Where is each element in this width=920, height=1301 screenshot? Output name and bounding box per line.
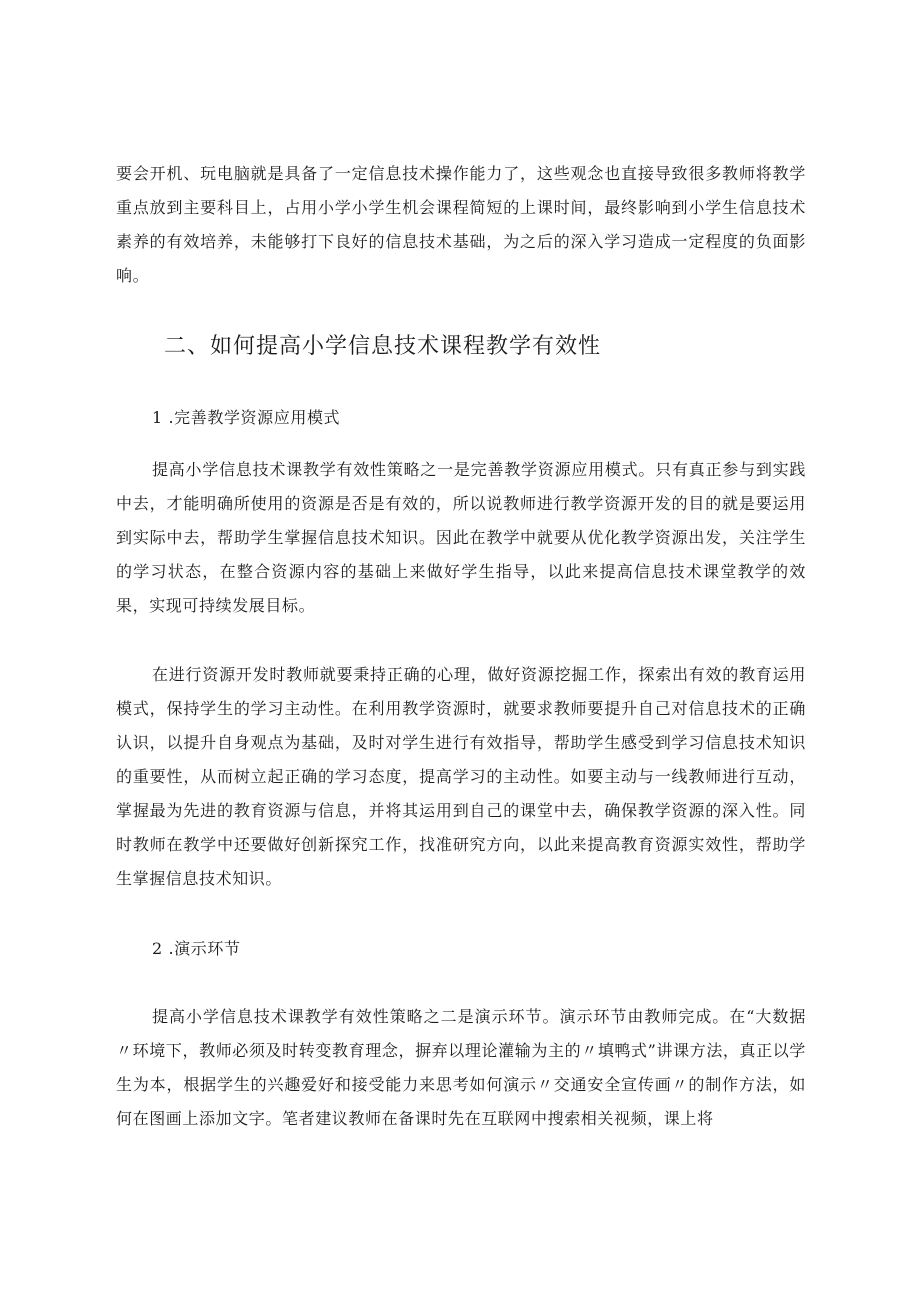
- subsection-2-paragraph-1: 提高小学信息技术课教学有效性策略之二是演示环节。演示环节由教师完成。在“大数据〃环境下，教师必须及时转变教育理念，摒弃以理论灌输为主的〃填鸭式”讲课方法，真正以学生为本，根据学生的兴趣爱好和接受能力来思考如何演示〃交通安全宣传画〃的制作方法，如何在图画上添加文字。笔者建议教师在备课时先在互联网中搜索相关视频，课上将: [116, 1007, 806, 1128]
- subsection-1-title: 1 .完善教学资源应用模式: [152, 408, 341, 427]
- subsection-1-paragraph-2: 在进行资源开发时教师就要秉持正确的心理，做好资源挖掘工作，探索出有效的教育运用模式，保持学生的学习主动性。在利用教学资源时，就要求教师要提升自己对信息技术的正确认识，以提升自身观点为基础，及时对学生进行有效指导，帮助学生感受到学习信息技术知识的重要性，从而树立起正确的学习态度，提高学习的主动性。如要主动与一线教师进行互动，掌握最为先进的教育资源与信息，并将其运用到自己的课堂中去，确保教学资源的深入性。同时教师在教学中还要做好创新探究工作，找准研究方向，以此来提高教育资源实效性，帮助学生掌握信息技术知识。: [116, 665, 806, 888]
- section-heading: 二、如何提高小学信息技术课程教学有效性: [164, 334, 602, 359]
- subsection-2-title: 2 .演示环节: [152, 939, 241, 958]
- subsection-1-paragraph-1: 提高小学信息技术课教学有效性策略之一是完善教学资源应用模式。只有真正参与到实践中去，才能明确所使用的资源是否是有效的，所以说教师进行教学资源开发的目的就是要运用到实际中去，帮助学生掌握信息技术知识。因此在教学中就要从优化教学资源出发，关注学生的学习状态，在整合资源内容的基础上来做好学生指导，以此来提高信息技术课堂教学的效果，实现可持续发展目标。: [116, 460, 806, 615]
- intro-paragraph: 要会开机、玩电脑就是具备了一定信息技术操作能力了，这些观念也直接导致很多教师将教学重点放到主要科目上，占用小学小学生机会课程简短的上课时间，最终影响到小学生信息技术素养的有效培养，未能够打下良好的信息技术基础，为之后的深入学习造成一定程度的负面影响。: [116, 164, 806, 285]
